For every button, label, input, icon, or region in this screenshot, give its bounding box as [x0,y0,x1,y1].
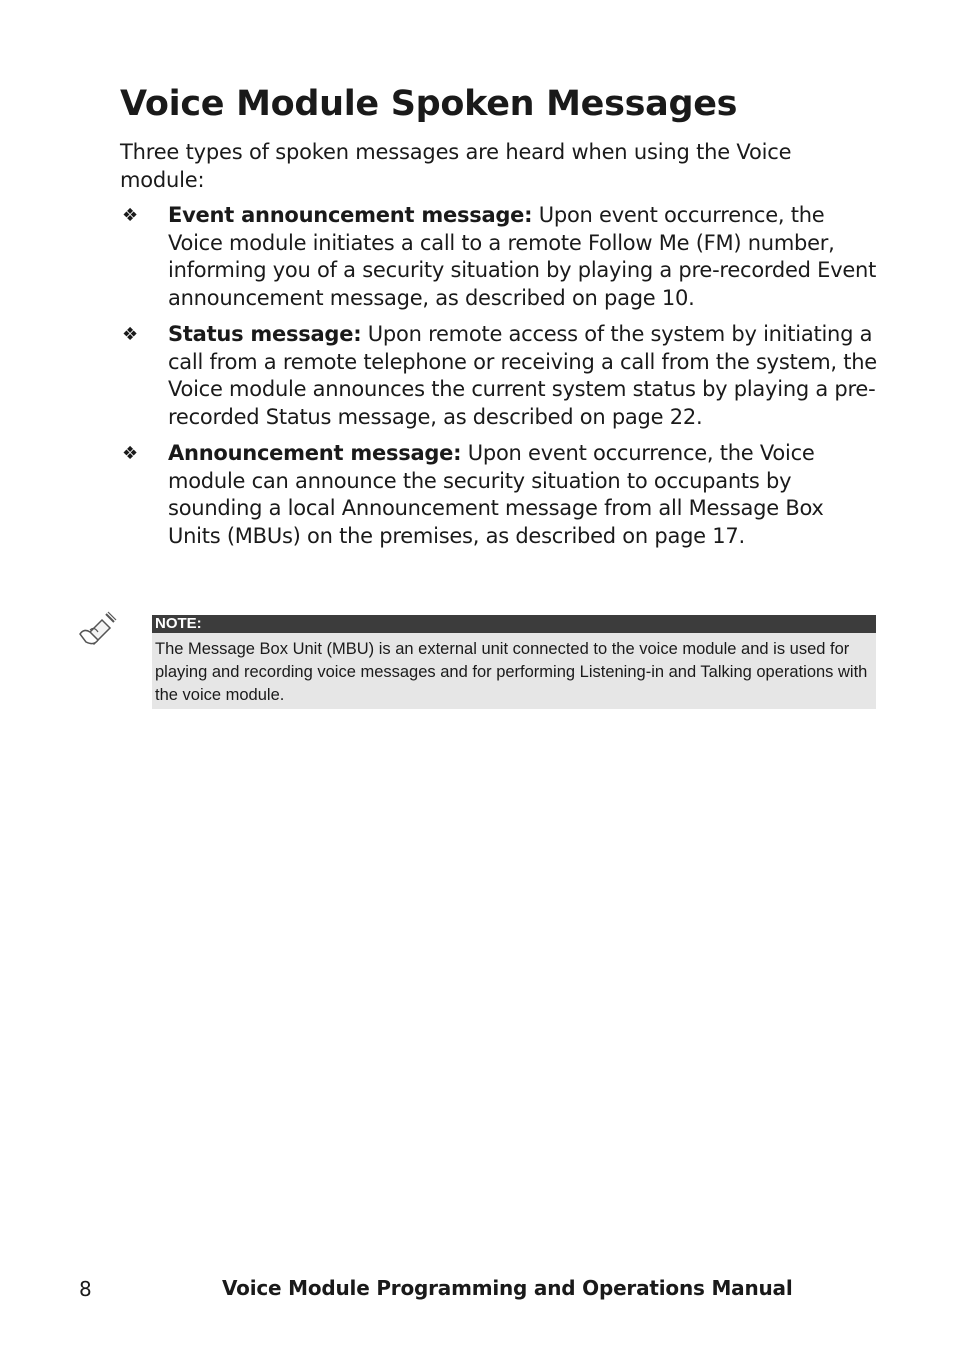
list-item [120,440,880,550]
intro-paragraph: Three types of spoken messages are heard when using the Voice module: [120,140,792,192]
footer-manual-title: Voice Module Programming and Operations Manual [222,1276,793,1300]
note-label: NOTE: [152,615,876,633]
hand-writing-note-icon [78,610,118,650]
page-title: Voice Module Spoken Messages [120,84,738,124]
list-item [120,202,880,312]
bullet-text: Upon event occurrence, the Voice module can announce the security situation to occupants by sounding a local Announcement message from all Message Box Units (MBUs) on the premises, as described on page 17. [168,441,824,548]
note-text: The Message Box Unit (MBU) is an external unit connected to the voice module and is used for playing and recording voice messages and for performing Listening-in and Talking operations with the voice module. [155,640,868,704]
bullet-term: Event announcement message: [168,203,533,227]
list-item [120,321,880,431]
page-number: 8 [79,1277,92,1301]
four-diamond-bullet-icon: ❖ [122,205,138,226]
four-diamond-bullet-icon: ❖ [122,324,138,345]
bullet-term: Status message: [168,322,362,346]
bullet-term: Announcement message: [168,441,462,465]
bullet-text: Upon event occurrence, the Voice module initiates a call to a remote Follow Me (FM) number, informing you of a security situation by playing a pre-recorded Event announcement message, as described on page 10. [168,203,877,310]
message-types-list [120,202,880,559]
four-diamond-bullet-icon: ❖ [122,443,138,464]
note-box [152,615,876,709]
bullet-text: Upon remote access of the system by initiating a call from a remote telephone or receiving a call from the system, the Voice module announces the current system status by playing a pre-recorded Status message, as described on page 22. [168,322,877,429]
